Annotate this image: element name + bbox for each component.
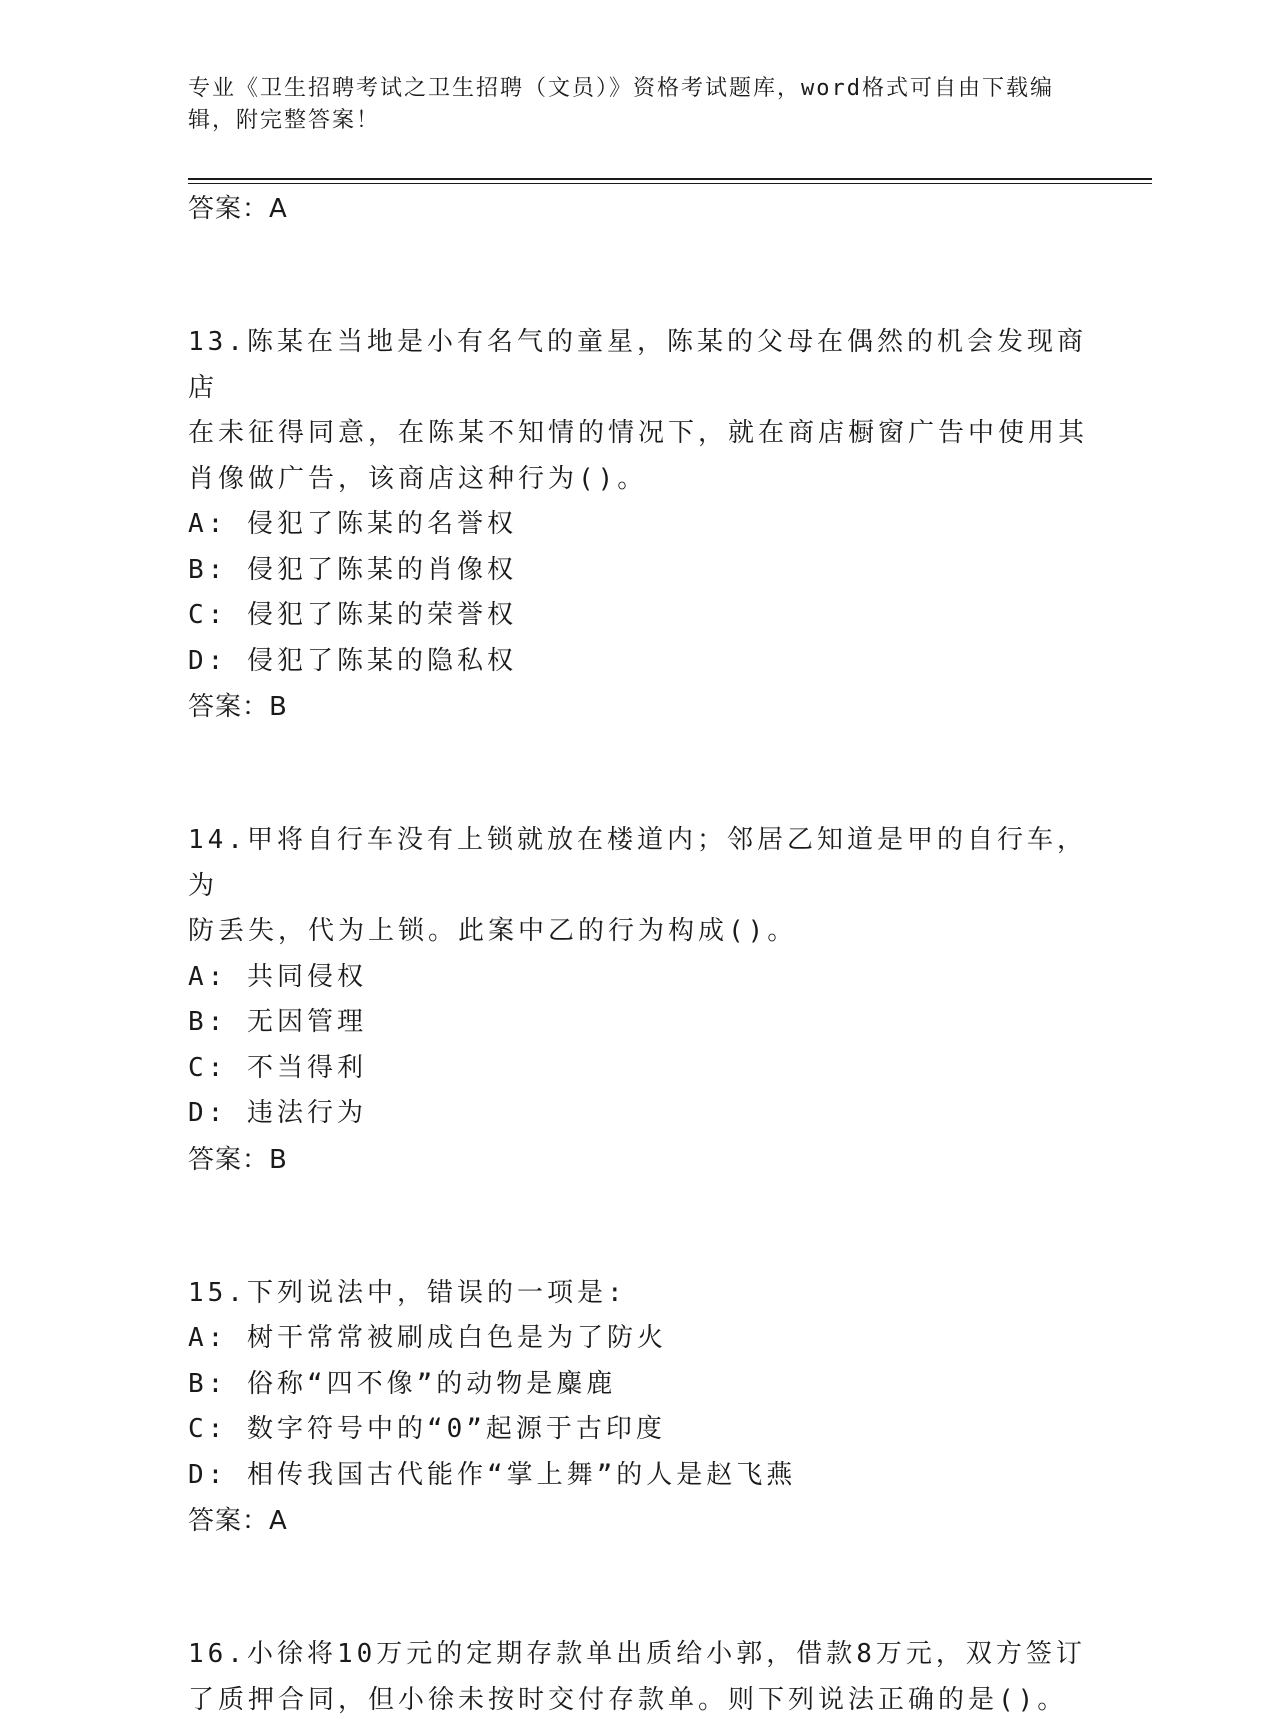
- document-header: 专业《卫生招聘考试之卫生招聘（文员）》资格考试题库，word格式可自由下载编辑，附完整答案！: [188, 76, 1054, 133]
- option-a: A: 共同侵权: [188, 961, 367, 992]
- answer-q13: 答案：B: [188, 692, 288, 722]
- option-d: D: 违法行为: [188, 1098, 367, 1128]
- option-d: D: 相传我国古代能作“掌上舞”的人是赵飞燕: [188, 1459, 797, 1490]
- question-text: 13.陈某在当地是小有名气的童星，陈某的父母在偶然的机会发现商店 在未征得同意，在陈某不知情的情况下，就在商店橱窗广告中使用其 肖像做广告，该商店这种行为()。: [188, 327, 1089, 494]
- question-16: [188, 1632, 1088, 1723]
- option-c: C: 不当得利: [188, 1052, 367, 1083]
- option-c: C: 数字符号中的“0”起源于古印度: [188, 1414, 666, 1444]
- question-text: 14.甲将自行车没有上锁就放在楼道内；邻居乙知道是甲的自行车，为 防丢失，代为上锁。此案中乙的行为构成()。: [188, 825, 1087, 946]
- option-b: B: 无因管理: [188, 1007, 367, 1037]
- question-15: [188, 1271, 1088, 1538]
- question-13: [188, 320, 1088, 723]
- question-list: [188, 193, 1088, 1723]
- option-a: A: 侵犯了陈某的名誉权: [188, 509, 517, 539]
- answer-q12: 答案：A: [188, 194, 288, 224]
- answer-q14: 答案：B: [188, 1144, 288, 1175]
- answer-q15: 答案：A: [188, 1506, 288, 1536]
- option-d: D: 侵犯了陈某的隐私权: [188, 645, 517, 676]
- option-b: B: 侵犯了陈某的肖像权: [188, 554, 517, 585]
- header-divider-thin: [188, 183, 1152, 184]
- header-divider-thick: [188, 178, 1152, 180]
- option-c: C: 侵犯了陈某的荣誉权: [188, 600, 517, 630]
- question-text: 15.下列说法中，错误的一项是:: [188, 1277, 627, 1308]
- option-a: A: 树干常常被刷成白色是为了防火: [188, 1323, 667, 1353]
- question-14: [188, 818, 1088, 1176]
- option-b: B: 俗称“四不像”的动物是麋鹿: [188, 1368, 617, 1399]
- question-text: 16.小徐将10万元的定期存款单出质给小郭，借款8万元，双方签订 了质押合同，但小徐未按时交付存款单。则下列说法正确的是()。: [188, 1639, 1086, 1715]
